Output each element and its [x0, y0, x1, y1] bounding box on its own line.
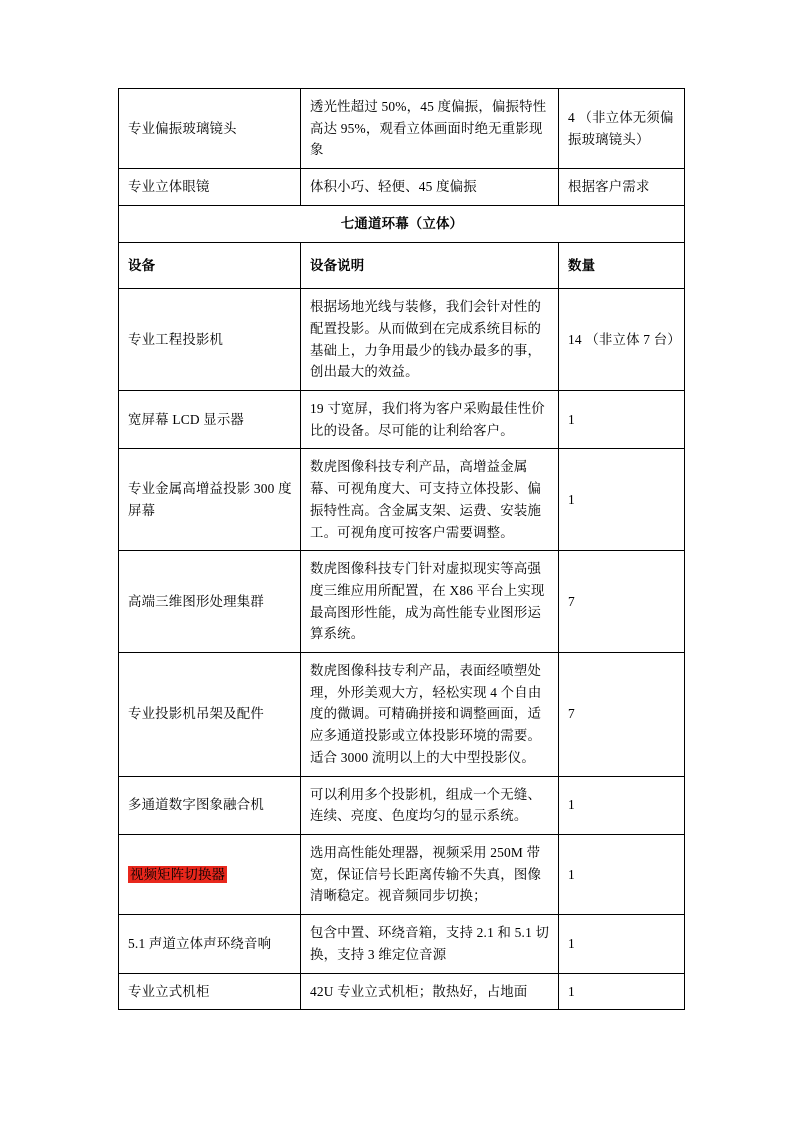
equipment-description: 体积小巧、轻便、45 度偏振 [301, 169, 559, 206]
equipment-description: 数虎图像科技专利产品，高增益金属幕、可视角度大、可支持立体投影、偏振特性高。含金属支架、运费、安装施工。可视角度可按客户需要调整。 [301, 449, 559, 551]
table-row [119, 169, 685, 206]
equipment-quantity: 1 [559, 776, 685, 834]
equipment-name: 专业投影机吊架及配件 [119, 653, 301, 777]
equipment-quantity: 1 [559, 973, 685, 1010]
equipment-description: 透光性超过 50%，45 度偏振，偏振特性高达 95%，观看立体画面时绝无重影现象 [301, 89, 559, 169]
table-header-row [119, 242, 685, 289]
equipment-description: 包含中置、环绕音箱，支持 2.1 和 5.1 切换，支持 3 维定位音源 [301, 915, 559, 973]
column-header-equipment: 设备 [119, 242, 301, 289]
equipment-description: 可以利用多个投影机，组成一个无缝、连续、亮度、色度均匀的显示系统。 [301, 776, 559, 834]
equipment-quantity: 14 （非立体 7 台） [559, 289, 685, 391]
equipment-description: 根据场地光线与装修，我们会针对性的配置投影。从而做到在完成系统目标的基础上，力争用最少的钱办最多的事，创出最大的效益。 [301, 289, 559, 391]
table-row [119, 89, 685, 169]
equipment-quantity: 7 [559, 551, 685, 653]
equipment-description: 42U 专业立式机柜；散热好，占地面 [301, 973, 559, 1010]
table-row [119, 551, 685, 653]
equipment-name: 专业工程投影机 [119, 289, 301, 391]
section-title-row [119, 205, 685, 242]
equipment-quantity: 1 [559, 449, 685, 551]
table-row [119, 289, 685, 391]
table-row [119, 653, 685, 777]
column-header-description: 设备说明 [301, 242, 559, 289]
equipment-name: 宽屏幕 LCD 显示器 [119, 391, 301, 449]
equipment-quantity: 1 [559, 915, 685, 973]
equipment-name: 专业立式机柜 [119, 973, 301, 1010]
equipment-quantity: 1 [559, 834, 685, 914]
table-row [119, 449, 685, 551]
equipment-name: 专业立体眼镜 [119, 169, 301, 206]
table-row [119, 915, 685, 973]
equipment-quantity: 根据客户需求 [559, 169, 685, 206]
equipment-name: 高端三维图形处理集群 [119, 551, 301, 653]
equipment-name-cell [119, 834, 301, 914]
equipment-quantity: 7 [559, 653, 685, 777]
column-header-quantity: 数量 [559, 242, 685, 289]
table-row [119, 391, 685, 449]
equipment-description: 选用高性能处理器，视频采用 250M 带宽，保证信号长距离传输不失真，图像清晰稳定。视音频同步切换； [301, 834, 559, 914]
equipment-name-highlight: 视频矩阵切换器 [130, 866, 226, 882]
equipment-description: 数虎图像科技专门针对虚拟现实等高强度三维应用所配置，在 X86 平台上实现最高图形性能，成为高性能专业图形运算系统。 [301, 551, 559, 653]
table-row-highlighted [119, 834, 685, 914]
equipment-name: 专业偏振玻璃镜头 [119, 89, 301, 169]
equipment-description: 19 寸宽屏，我们将为客户采购最佳性价比的设备。尽可能的让利给客户。 [301, 391, 559, 449]
equipment-name: 多通道数字图象融合机 [119, 776, 301, 834]
equipment-name: 5.1 声道立体声环绕音响 [119, 915, 301, 973]
equipment-name: 专业金属高增益投影 300 度屏幕 [119, 449, 301, 551]
table-row [119, 776, 685, 834]
equipment-quantity: 4 （非立体无须偏振玻璃镜头） [559, 89, 685, 169]
equipment-quantity: 1 [559, 391, 685, 449]
section-title: 七通道环幕（立体） [119, 205, 685, 242]
equipment-table [118, 88, 685, 1010]
equipment-description: 数虎图像科技专利产品，表面经喷塑处理，外形美观大方，轻松实现 4 个自由度的微调。可精确拼接和调整画面，适应多通道投影或立体投影环境的需要。适合 3000 流明以上的大中型投影仪。 [301, 653, 559, 777]
table-row [119, 973, 685, 1010]
